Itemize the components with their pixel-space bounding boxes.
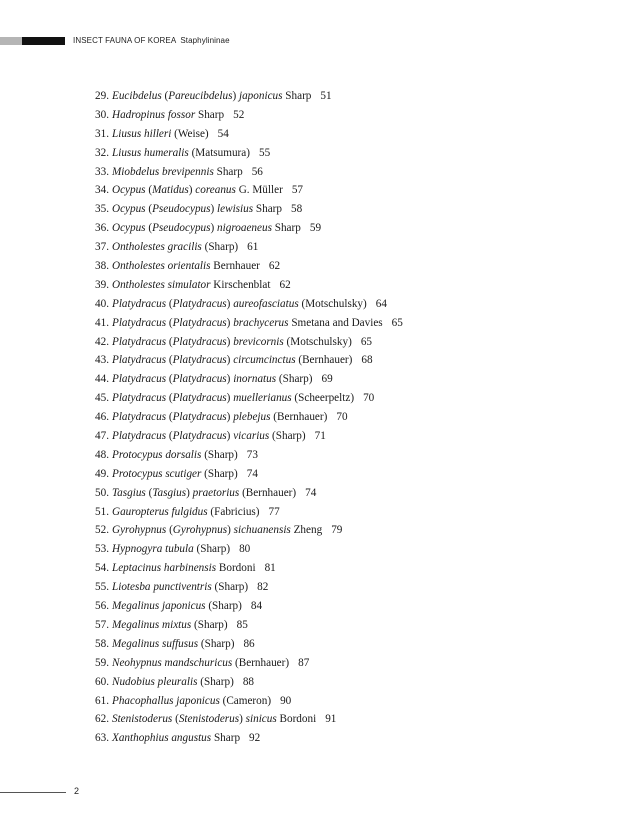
entry-page: 64	[375, 297, 387, 310]
entry-number: 63.	[95, 732, 109, 745]
running-header	[73, 36, 230, 45]
taxon-roman-part: (Sharp)	[198, 637, 235, 650]
entry-page: 54	[217, 127, 229, 140]
taxon-name	[112, 487, 296, 499]
taxon-italic-part: Miobdelus brevipennis	[111, 165, 214, 178]
taxon-name	[112, 676, 234, 688]
taxon-roman-part: (Matsumura)	[188, 146, 250, 159]
header-bar-light	[0, 37, 22, 45]
taxon-italic-part: Platydracus	[172, 297, 227, 310]
taxon-italic-part: Gyrohypnus	[111, 524, 167, 537]
taxon-name	[112, 581, 248, 593]
list-item	[95, 314, 615, 333]
entry-number: 33.	[95, 165, 109, 178]
taxon-roman-part: )	[226, 354, 234, 367]
page-number: 2	[74, 786, 80, 796]
entry-number: 53.	[95, 543, 109, 556]
taxon-roman-part: (Sharp)	[201, 448, 238, 461]
list-item	[95, 635, 615, 654]
taxon-italic-part: Gyrohypnus	[172, 524, 228, 537]
list-item	[95, 559, 615, 578]
taxon-roman-part: (Sharp)	[269, 430, 306, 443]
entry-number: 55.	[95, 581, 109, 594]
taxon-italic-part: Platydracus	[172, 373, 227, 386]
taxon-italic-part: Megalinus japonicus	[111, 600, 206, 613]
list-item	[95, 106, 615, 125]
list-item	[95, 484, 615, 503]
taxon-name	[112, 241, 238, 253]
taxon-roman-part: Sharp	[213, 165, 243, 178]
taxon-roman-part: (	[166, 373, 173, 386]
taxon-roman-part: )	[226, 316, 234, 329]
taxon-name	[112, 411, 327, 423]
taxon-italic-part: Ocypus	[111, 222, 146, 235]
list-item	[95, 125, 615, 144]
taxon-roman-part: (	[166, 524, 173, 537]
taxon-roman-part: (Sharp)	[201, 241, 239, 254]
taxon-italic-part: Ontholestes simulator	[111, 278, 211, 291]
taxon-roman-part: )	[232, 90, 239, 102]
taxon-name	[112, 298, 367, 310]
entry-page: 69	[321, 373, 333, 386]
taxon-italic-part: Protocypus scutiger	[111, 467, 202, 480]
taxon-italic-part: Gauropterus fulgidus	[111, 505, 208, 518]
taxon-name	[112, 506, 260, 518]
taxon-name	[112, 638, 234, 650]
taxon-italic-part: Megalinus mixtus	[111, 618, 192, 631]
taxon-roman-part: Sharp	[253, 203, 282, 216]
taxon-italic-part: Ontholestes orientalis	[111, 260, 211, 273]
taxon-name	[112, 203, 282, 215]
taxon-italic-part: aureofasciatus	[233, 297, 299, 310]
taxon-roman-part: (Motschulsky)	[283, 335, 352, 348]
entry-page: 65	[391, 316, 403, 329]
taxon-name	[112, 449, 238, 461]
taxon-roman-part: (	[145, 184, 153, 197]
taxon-italic-part: Ontholestes gracilis	[111, 241, 202, 254]
taxon-roman-part: )	[226, 392, 234, 405]
entry-page: 92	[249, 732, 261, 745]
taxon-italic-part: Neohypnus mandschuricus	[111, 656, 233, 669]
list-item	[95, 389, 615, 408]
entry-page: 62	[279, 278, 291, 291]
entry-page: 91	[325, 713, 337, 726]
taxon-italic-part: Pseudocypus	[152, 222, 211, 235]
entry-number: 43.	[95, 354, 109, 367]
list-item	[95, 465, 615, 484]
entry-page: 52	[233, 108, 245, 121]
entry-number: 44.	[95, 373, 109, 386]
header-subtitle: Staphylininae	[180, 35, 230, 45]
entry-page: 74	[305, 486, 317, 499]
entry-number: 50.	[95, 486, 109, 499]
entry-page: 57	[291, 184, 303, 197]
entry-number: 42.	[95, 335, 109, 348]
taxon-name	[112, 279, 270, 291]
list-item	[95, 654, 615, 673]
taxon-roman-part: )	[226, 411, 234, 424]
taxon-roman-part: (Bernhauer)	[232, 656, 290, 669]
taxon-italic-part: Eucibdelus	[111, 90, 162, 102]
taxon-name	[112, 109, 224, 121]
list-item	[95, 578, 615, 597]
taxon-roman-part: (	[161, 90, 169, 102]
taxon-roman-part: Sharp	[282, 90, 312, 102]
entry-number: 36.	[95, 222, 109, 235]
entry-page: 82	[257, 581, 269, 594]
taxon-italic-part: Platydracus	[172, 354, 227, 367]
list-item	[95, 200, 615, 219]
entry-page: 88	[242, 675, 254, 688]
taxon-name	[112, 619, 228, 631]
taxon-roman-part: (	[166, 354, 173, 367]
entry-page: 55	[258, 146, 271, 159]
taxon-roman-part: (Bernhauer)	[239, 486, 297, 499]
taxon-roman-part: (	[166, 392, 173, 405]
taxon-italic-part: vicarius	[233, 430, 270, 443]
taxon-roman-part: )	[188, 184, 196, 197]
taxon-roman-part: Sharp	[195, 108, 225, 121]
entry-number: 31.	[95, 127, 109, 140]
list-item	[95, 503, 615, 522]
list-item	[95, 370, 615, 389]
entry-number: 35.	[95, 203, 109, 216]
taxon-italic-part: Nudobius pleuralis	[111, 675, 198, 688]
entry-number: 30.	[95, 108, 109, 121]
entry-page: 62	[268, 260, 281, 273]
entry-page: 71	[314, 430, 326, 443]
taxon-name	[112, 713, 316, 725]
taxon-roman-part: )	[226, 297, 234, 310]
entry-number: 58.	[95, 637, 109, 650]
taxon-italic-part: muellerianus	[233, 392, 292, 405]
taxon-italic-part: Platydracus	[172, 316, 227, 329]
taxon-italic-part: japonicus	[238, 90, 283, 102]
taxon-italic-part: Xanthophius angustus	[111, 732, 212, 745]
taxon-italic-part: Phacophallus japonicus	[111, 694, 220, 707]
taxon-roman-part: )	[210, 222, 218, 235]
taxon-italic-part: brevicornis	[233, 335, 284, 348]
entry-number: 34.	[95, 184, 109, 197]
taxon-italic-part: Matidus	[152, 184, 189, 197]
taxon-italic-part: lewisius	[217, 203, 254, 216]
entry-page: 81	[264, 562, 276, 575]
list-item	[95, 163, 615, 182]
taxon-italic-part: Tasgius	[111, 486, 146, 499]
entry-page: 80	[239, 543, 251, 556]
taxon-name	[112, 657, 289, 669]
list-item	[95, 219, 615, 238]
entry-page: 70	[363, 392, 375, 405]
taxon-name	[112, 695, 271, 707]
taxon-italic-part: Hypnogyra tubula	[111, 543, 194, 556]
list-item	[95, 616, 615, 635]
list-item	[95, 597, 615, 616]
taxon-roman-part: Zheng	[290, 524, 323, 537]
taxon-name	[112, 373, 312, 385]
taxon-name	[112, 90, 311, 102]
taxon-roman-part: Bordoni	[216, 562, 256, 575]
entry-page: 85	[236, 618, 248, 631]
taxon-roman-part: (Weise)	[171, 127, 209, 140]
entry-page: 59	[309, 222, 322, 235]
list-item	[95, 295, 615, 314]
taxon-italic-part: sinicus	[245, 713, 277, 726]
taxon-roman-part: (Sharp)	[211, 581, 249, 594]
taxon-italic-part: circumcinctus	[233, 354, 296, 367]
taxon-italic-part: brachycerus	[233, 316, 289, 329]
taxon-italic-part: Platydracus	[111, 354, 167, 367]
taxon-italic-part: coreanus	[195, 184, 236, 197]
list-item	[95, 729, 615, 748]
entry-number: 52.	[95, 524, 109, 537]
list-item	[95, 87, 615, 106]
taxon-roman-part: (	[166, 430, 173, 443]
entry-number: 32.	[95, 146, 109, 159]
taxon-name	[112, 562, 256, 574]
list-item	[95, 408, 615, 427]
taxon-name	[112, 317, 383, 329]
entry-number: 61.	[95, 694, 109, 707]
entry-number: 54.	[95, 562, 109, 575]
taxon-italic-part: Hadropinus fossor	[111, 108, 196, 121]
taxon-italic-part: Tasgius	[152, 486, 187, 499]
taxon-name	[112, 166, 243, 178]
taxon-roman-part: )	[226, 430, 234, 443]
taxon-italic-part: Leptacinus harbinensis	[111, 562, 217, 575]
taxon-roman-part: (Motschulsky)	[298, 297, 367, 310]
entry-number: 51.	[95, 505, 109, 518]
entry-page: 77	[268, 505, 280, 518]
taxon-roman-part: (	[145, 222, 153, 235]
taxon-roman-part: Sharp	[271, 222, 301, 235]
list-item	[95, 333, 615, 352]
entry-number: 48.	[95, 448, 109, 461]
taxon-italic-part: Liotesba punctiventris	[111, 581, 212, 594]
entry-page: 68	[361, 354, 373, 367]
taxon-roman-part: (	[145, 486, 153, 499]
entry-page: 61	[247, 241, 259, 254]
taxon-roman-part: )	[186, 486, 193, 499]
taxon-italic-part: Ocypus	[111, 184, 146, 197]
taxon-italic-part: Platydracus	[111, 335, 167, 348]
taxon-roman-part: (	[172, 713, 179, 726]
entry-number: 41.	[95, 316, 109, 329]
taxon-italic-part: Ocypus	[111, 203, 146, 216]
taxon-roman-part: Bordoni	[276, 713, 317, 726]
taxon-roman-part: (Sharp)	[276, 373, 313, 386]
taxon-italic-part: Platydracus	[172, 411, 227, 424]
list-item	[95, 446, 615, 465]
entry-number: 46.	[95, 411, 109, 424]
taxon-italic-part: Liusus hilleri	[111, 127, 172, 140]
taxon-roman-part: Bernhauer	[210, 260, 260, 273]
header-title: INSECT FAUNA OF KOREA	[73, 35, 177, 45]
taxon-roman-part: (	[145, 203, 153, 216]
taxon-italic-part: Stenistoderus	[111, 713, 173, 726]
entry-page: 56	[251, 165, 263, 178]
taxon-name	[112, 430, 306, 442]
taxon-roman-part: )	[227, 524, 234, 537]
taxon-italic-part: Platydracus	[111, 411, 167, 424]
taxon-italic-part: Platydracus	[111, 373, 167, 386]
taxon-roman-part: )	[239, 713, 246, 726]
entry-number: 56.	[95, 600, 109, 613]
taxon-name	[112, 524, 322, 536]
taxon-italic-part: praetorius	[192, 486, 240, 499]
taxon-italic-part: Platydracus	[172, 335, 227, 348]
taxon-roman-part: )	[226, 335, 234, 348]
header-bar-dark	[22, 37, 65, 45]
taxon-roman-part: )	[226, 373, 234, 386]
entry-number: 49.	[95, 467, 109, 480]
taxon-italic-part: Liusus humeralis	[111, 146, 189, 159]
taxon-italic-part: Platydracus	[172, 392, 227, 405]
taxon-italic-part: Platydracus	[111, 297, 167, 310]
taxon-italic-part: Platydracus	[111, 392, 167, 405]
entry-number: 38.	[95, 260, 109, 273]
taxon-name	[112, 260, 260, 272]
taxon-italic-part: Pareucibdelus	[168, 90, 233, 102]
list-item	[95, 710, 615, 729]
taxon-roman-part: G. Müller	[235, 184, 283, 197]
entry-number: 60.	[95, 675, 109, 688]
entry-number: 40.	[95, 297, 109, 310]
taxon-roman-part: (Bernhauer)	[295, 354, 353, 367]
taxon-italic-part: Protocypus dorsalis	[111, 448, 202, 461]
entry-number: 39.	[95, 278, 109, 291]
list-item	[95, 276, 615, 295]
entry-page: 70	[336, 411, 348, 424]
taxon-name	[112, 147, 250, 159]
entry-page: 58	[291, 203, 303, 216]
entry-page: 79	[331, 524, 343, 537]
list-item	[95, 692, 615, 711]
taxon-roman-part: (	[166, 411, 173, 424]
taxon-name	[112, 354, 352, 366]
list-item	[95, 144, 615, 163]
footer-rule	[0, 792, 66, 793]
entry-page: 51	[320, 90, 332, 102]
taxon-roman-part: (Sharp)	[205, 600, 242, 613]
taxon-italic-part: Platydracus	[172, 430, 227, 443]
taxon-roman-part: (Sharp)	[197, 675, 234, 688]
entry-page: 74	[246, 467, 258, 480]
taxon-italic-part: nigroaeneus	[217, 222, 272, 235]
taxon-roman-part: (Sharp)	[201, 467, 238, 480]
taxon-italic-part: Platydracus	[111, 430, 167, 443]
list-item	[95, 427, 615, 446]
entry-number: 29.	[95, 90, 109, 102]
taxon-name	[112, 392, 354, 404]
taxon-name	[112, 732, 240, 744]
taxon-italic-part: Stenistoderus	[178, 713, 240, 726]
taxon-roman-part: (	[166, 335, 173, 348]
taxon-roman-part: Smetana and Davies	[288, 316, 383, 329]
taxon-italic-part: plebejus	[233, 411, 271, 424]
taxon-roman-part: (Sharp)	[191, 618, 228, 631]
list-item	[95, 181, 615, 200]
entry-page: 86	[243, 637, 255, 650]
taxon-name	[112, 543, 230, 555]
taxon-roman-part: (Scheerpeltz)	[291, 392, 355, 405]
list-item	[95, 673, 615, 692]
taxon-italic-part: Pseudocypus	[152, 203, 211, 216]
taxon-italic-part: sichuanensis	[233, 524, 291, 537]
species-list	[95, 87, 615, 748]
taxon-roman-part: (Fabricius)	[207, 505, 260, 518]
taxon-italic-part: Platydracus	[111, 316, 167, 329]
taxon-name	[112, 600, 242, 612]
entry-number: 62.	[95, 713, 109, 726]
taxon-roman-part: Kirschenblat	[210, 278, 271, 291]
entry-number: 47.	[95, 430, 109, 443]
taxon-name	[112, 468, 238, 480]
taxon-italic-part: inornatus	[233, 373, 277, 386]
taxon-roman-part: (	[166, 297, 173, 310]
entry-page: 84	[250, 600, 263, 613]
entry-number: 57.	[95, 618, 109, 631]
taxon-roman-part: (	[166, 316, 173, 329]
taxon-name	[112, 128, 209, 140]
taxon-name	[112, 222, 301, 234]
entry-number: 37.	[95, 241, 109, 254]
entry-page: 73	[246, 448, 258, 461]
list-item	[95, 351, 615, 370]
taxon-roman-part: Sharp	[211, 732, 241, 745]
entry-page: 90	[280, 694, 292, 707]
entry-page: 65	[360, 335, 372, 348]
entry-page: 87	[298, 656, 310, 669]
entry-number: 45.	[95, 392, 109, 405]
list-item	[95, 521, 615, 540]
taxon-roman-part: )	[210, 203, 218, 216]
taxon-roman-part: (Bernhauer)	[270, 411, 328, 424]
taxon-roman-part: (Sharp)	[193, 543, 231, 556]
taxon-roman-part: (Cameron)	[219, 694, 272, 707]
list-item	[95, 257, 615, 276]
list-item	[95, 540, 615, 559]
taxon-name	[112, 336, 352, 348]
taxon-name	[112, 184, 283, 196]
taxon-italic-part: Megalinus suffusus	[111, 637, 199, 650]
entry-number: 59.	[95, 656, 109, 669]
list-item	[95, 238, 615, 257]
